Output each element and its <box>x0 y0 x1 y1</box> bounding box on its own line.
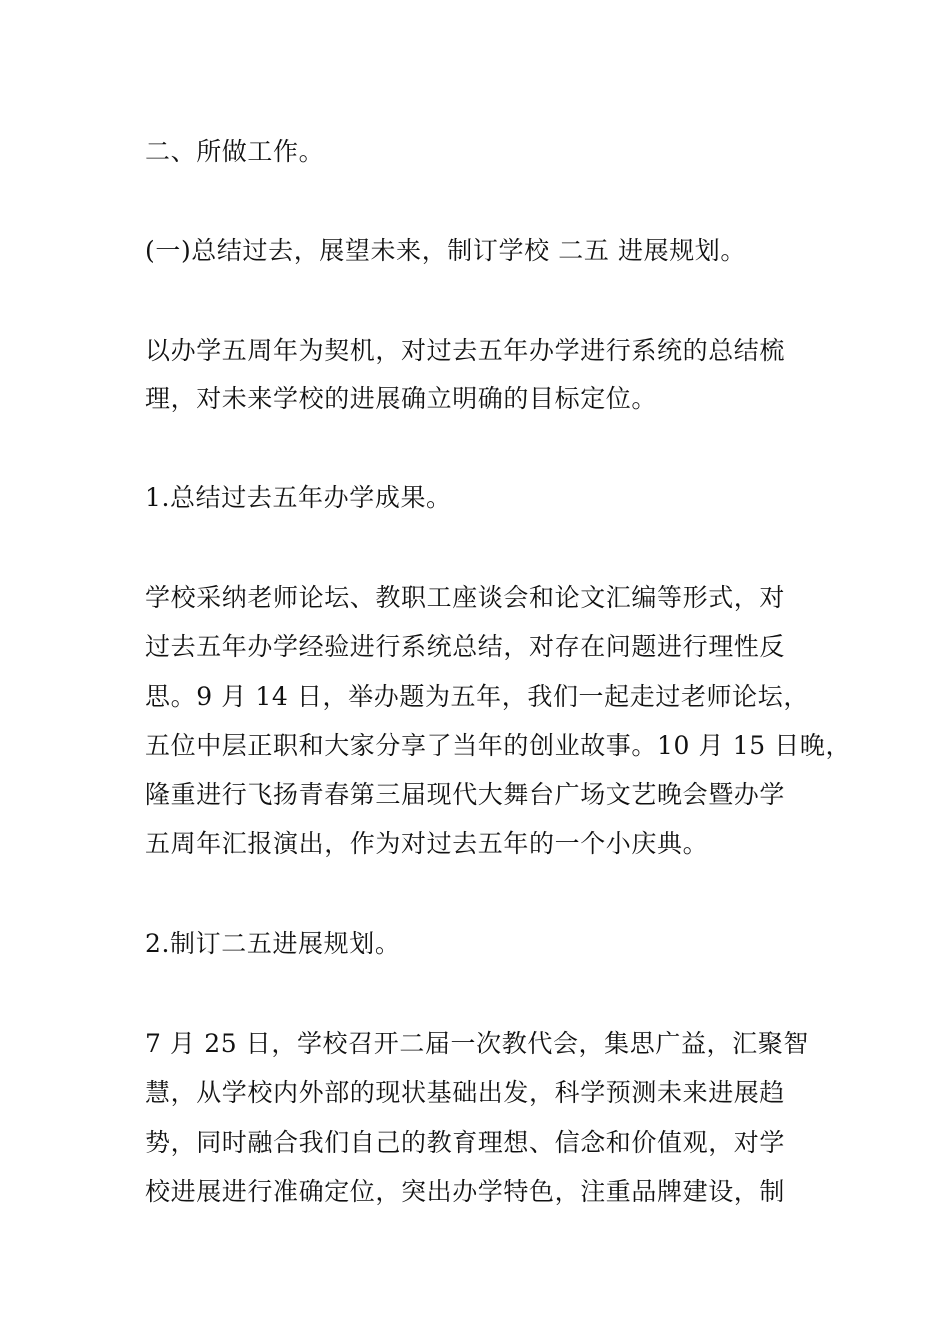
item-1-body-line: 五周年汇报演出，作为对过去五年的一个小庆典。 <box>145 829 709 858</box>
item-1-body-line: 五位中层正职和大家分享了当年的创业故事。10 月 15 日晚， <box>145 731 852 760</box>
item-1-title: 1.总结过去五年办学成果。 <box>145 483 452 512</box>
intro-paragraph-line: 以办学五周年为契机，对过去五年办学进行系统的总结梳 <box>145 336 786 365</box>
item-1-body-line: 学校采纳老师论坛、教职工座谈会和论文汇编等形式，对 <box>145 583 786 612</box>
section-heading: 二、所做工作。 <box>145 137 325 166</box>
subheading-1: (一)总结过去，展望未来，制订学校 二五 进展规划。 <box>145 236 747 265</box>
item-1-body-line: 隆重进行飞扬青春第三届现代大舞台广场文艺晚会暨办学 <box>145 780 786 809</box>
item-1-body-line: 思。9 月 14 日，举办题为五年，我们一起走过老师论坛， <box>145 682 809 711</box>
item-2-body-line: 7 月 25 日，学校召开二届一次教代会，集思广益，汇聚智 <box>145 1029 809 1058</box>
item-2-body-line: 校进展进行准确定位，突出办学特色，注重品牌建设，制 <box>145 1177 786 1206</box>
item-1-body-line: 过去五年办学经验进行系统总结，对存在问题进行理性反 <box>145 632 786 661</box>
item-2-title: 2.制订二五进展规划。 <box>145 929 401 958</box>
item-2-body-line: 慧，从学校内外部的现状基础出发，科学预测未来进展趋 <box>145 1078 786 1107</box>
item-2-body-line: 势，同时融合我们自己的教育理想、信念和价值观，对学 <box>145 1128 786 1157</box>
intro-paragraph-line: 理，对未来学校的进展确立明确的目标定位。 <box>145 384 658 413</box>
